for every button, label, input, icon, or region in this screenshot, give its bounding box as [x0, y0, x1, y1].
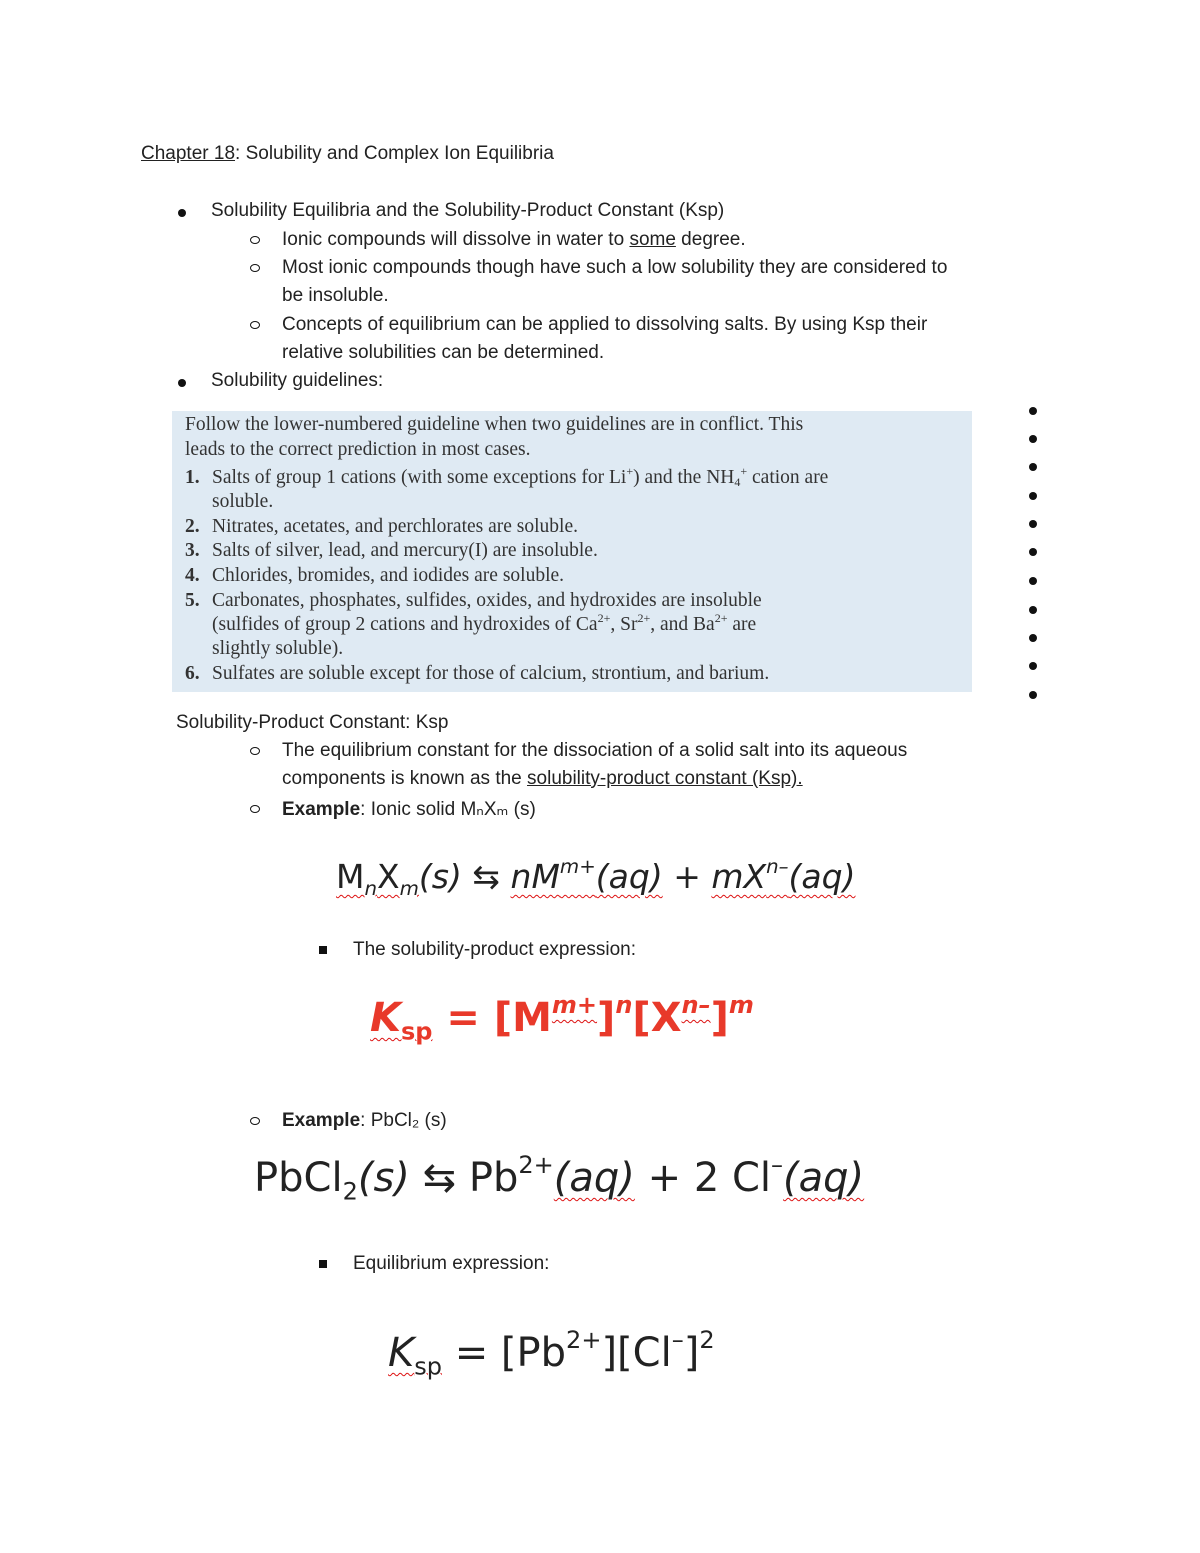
bullet-disc-icon: [1029, 634, 1037, 642]
guideline-number: 4.: [185, 565, 200, 586]
guideline-4: Chlorides, bromides, and iodides are soluble.: [212, 565, 565, 586]
title-rest: : Solubility and Complex Ion Equilibria: [235, 143, 554, 164]
guideline-number: 3.: [185, 540, 200, 561]
list-item: Ionic compounds will dissolve in water to some degree.: [282, 229, 746, 250]
bullet-circle-icon: [250, 805, 260, 813]
solubility-guidelines-box: [172, 411, 972, 692]
bullet-circle-icon: [250, 747, 260, 755]
bullet-disc-icon: [1029, 520, 1037, 528]
bullet-disc-icon: [178, 379, 186, 387]
guideline-number: 6.: [185, 663, 200, 684]
bullet-square-icon: [319, 1260, 327, 1268]
list-item-continued: relative solubilities can be determined.: [282, 342, 605, 363]
bullet-disc-icon: [1029, 407, 1037, 415]
bullet-square-icon: [319, 946, 327, 954]
list-item-continued: be insoluble.: [282, 285, 389, 306]
bullet-disc-icon: [1029, 691, 1037, 699]
bullet-disc-icon: [1029, 606, 1037, 614]
bullet-disc-icon: [1029, 435, 1037, 443]
guideline-5-cont: (sulfides of group 2 cations and hydroxides of $Ca^{2+}$, $Sr^{2+}$, and $Ba^{2+}$ are: [212, 611, 757, 635]
bullet-circle-icon: [250, 1117, 260, 1125]
ksp-term-link[interactable]: solubility-product constant (Ksp).: [527, 768, 803, 789]
bullet-circle-icon: [250, 264, 260, 272]
guideline-1: Salts of group 1 cations (with some exceptions for Li+) and the $NH_4^+$ cation are: [212, 464, 829, 489]
guideline-6: Sulfates are soluble except for those of calcium, strontium, and barium.: [212, 663, 770, 684]
bullet-circle-icon: [250, 236, 260, 244]
dissociation-equation-general: $M_nX_m(s)$ ⇆ $nM^{m+}(aq) + mX^{n-}(aq)$: [336, 855, 856, 900]
bullet-disc-icon: [1029, 662, 1037, 670]
guideline-3: Salts of silver, lead, and mercury(I) are insoluble.: [212, 540, 598, 561]
list-item: The solubility-product expression:: [353, 939, 637, 960]
bullet-disc-icon: [1029, 548, 1037, 556]
ksp-section-title: Solubility-Product Constant: Ksp: [176, 712, 449, 733]
ksp-expression-pbcl2: $K_{sp} = [Pb^{2+}][Cl^-]^2$: [388, 1326, 715, 1381]
bullet-disc-icon: [1029, 463, 1037, 471]
page-title: [141, 143, 554, 165]
list-item: Example: PbCl₂ (s): [282, 1110, 447, 1131]
dissociation-equation-pbcl2: PbCl$_2$(s) ⇆ $Pb^{2+}(aq) + 2$ Cl–(aq): [254, 1151, 865, 1206]
guideline-intro: Follow the lower-numbered guideline when two guidelines are in conflict. This: [185, 414, 804, 435]
guideline-number: 2.: [185, 516, 200, 537]
guideline-intro-cont: leads to the correct prediction in most cases.: [185, 439, 531, 460]
chapter-link[interactable]: Chapter 18: [141, 143, 236, 164]
guideline-2: Nitrates, acetates, and perchlorates are soluble.: [212, 516, 578, 537]
bullet-disc-icon: [178, 209, 186, 217]
list-item-continued: components is known as the solubility-product constant (Ksp).: [282, 768, 803, 789]
bullet-circle-icon: [250, 321, 260, 329]
list-item: The equilibrium constant for the dissociation of a solid salt into its aqueous: [282, 740, 908, 761]
bullet-disc-icon: [1029, 492, 1037, 500]
list-item: Concepts of equilibrium can be applied to dissolving salts. By using Ksp their: [282, 314, 928, 335]
list-item: Example: Ionic solid MₙXₘ (s): [282, 799, 536, 820]
guideline-5-cont: slightly soluble).: [212, 638, 344, 659]
section-solubility-equilibria-title: Solubility Equilibria and the Solubility-Product Constant (Ksp): [211, 200, 725, 221]
list-item: Equilibrium expression:: [353, 1253, 550, 1274]
section-solubility-guidelines-title: Solubility guidelines:: [211, 370, 384, 391]
list-item: Most ionic compounds though have such a low solubility they are considered to: [282, 257, 948, 278]
bullet-disc-icon: [1029, 577, 1037, 585]
ksp-expression-general: $K_{sp} = [M^{m+}]^n[X^{n-}]^m$: [370, 991, 754, 1046]
guideline-number: 1.: [185, 467, 200, 488]
guideline-5: Carbonates, phosphates, sulfides, oxides, and hydroxides are insoluble: [212, 590, 762, 611]
guideline-1-cont: soluble.: [212, 491, 274, 512]
guideline-number: 5.: [185, 590, 200, 611]
